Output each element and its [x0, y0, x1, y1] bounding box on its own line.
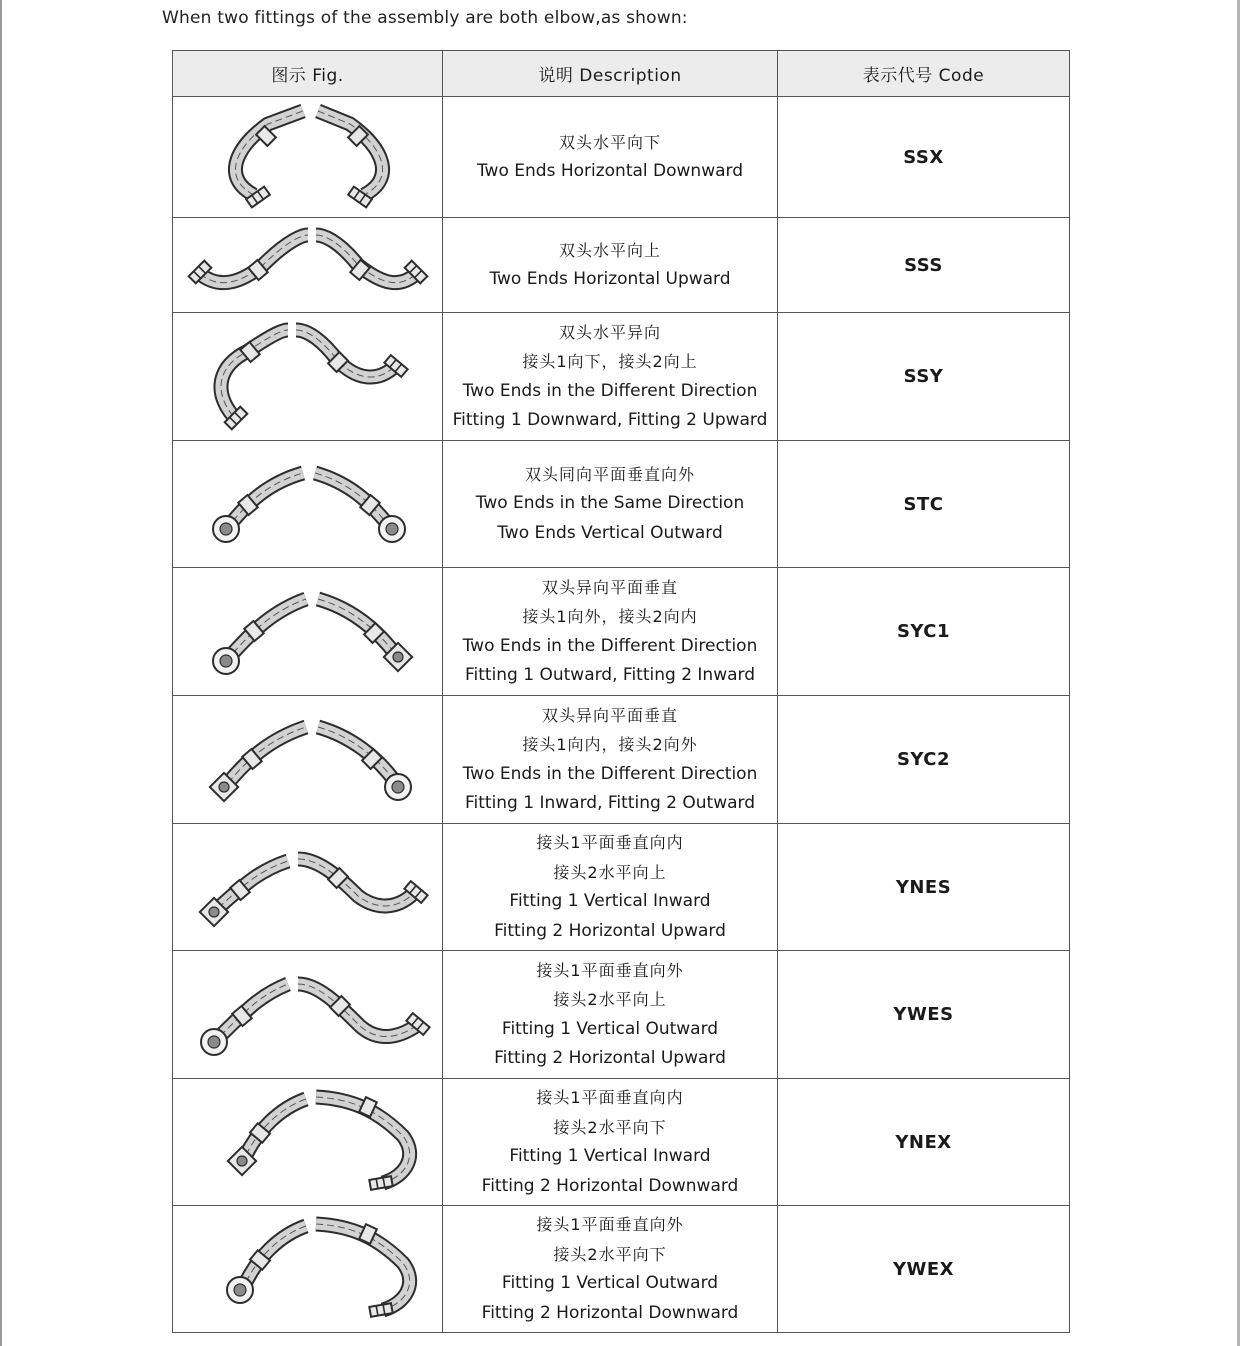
- table-row: [173, 1206, 1070, 1333]
- description-cell: [443, 696, 778, 824]
- description-line: Fitting 1 Inward, Fitting 2 Outward: [464, 793, 756, 813]
- description-line: 双头水平异向: [558, 322, 661, 342]
- description-line: Two Ends in the Different Direction: [462, 635, 758, 656]
- code-cell: STC: [778, 441, 1070, 568]
- elbow-pair-ynex-icon: [178, 1081, 438, 1203]
- header-fig: 图示 Fig.: [173, 51, 443, 97]
- description-line: Fitting 1 Vertical Inward: [509, 1146, 711, 1166]
- table-row: [173, 824, 1070, 951]
- table-row: [173, 568, 1070, 696]
- table-row: [173, 1079, 1070, 1206]
- description-line: 接头2水平向上: [553, 990, 667, 1009]
- elbow-pair-ywes-icon: [178, 954, 438, 1076]
- description-line: 双头异向平面垂直: [541, 577, 678, 597]
- description-line: 接头2水平向上: [553, 862, 667, 882]
- description-cell: [443, 568, 778, 696]
- description-cell: [443, 441, 778, 568]
- intro-text: When two fittings of the assembly are both elbow,as shown:: [162, 8, 688, 28]
- description-line: Fitting 1 Vertical Outward: [501, 1273, 719, 1293]
- code-cell: YNES: [778, 824, 1070, 951]
- header-description: 说明 Description: [443, 51, 778, 97]
- description-line: 双头水平向下: [558, 132, 661, 152]
- code-cell: YWEX: [778, 1206, 1070, 1333]
- header-code: 表示代号 Code: [778, 51, 1070, 97]
- table-row: [173, 441, 1070, 568]
- elbow-pair-stc-icon: [178, 443, 438, 565]
- description-line: 接头1平面垂直向内: [536, 1088, 684, 1107]
- description-line: Fitting 1 Vertical Outward: [501, 1018, 719, 1039]
- description-line: 接头1向下，接头2向上: [522, 352, 698, 371]
- table-row: [173, 951, 1070, 1079]
- description-cell: [443, 218, 778, 313]
- description-line: 接头2水平向下: [553, 1117, 667, 1137]
- description-line: Fitting 2 Horizontal Upward: [494, 920, 726, 941]
- description-line: 双头同向平面垂直向外: [524, 464, 695, 484]
- figure-cell: [173, 1079, 443, 1206]
- description-line: Fitting 2 Horizontal Upward: [494, 1048, 726, 1068]
- figure-cell: [173, 97, 443, 218]
- description-line: 接头1向内，接头2向外: [522, 735, 698, 754]
- description-line: Two Ends Horizontal Downward: [476, 161, 744, 181]
- description-cell: [443, 1206, 778, 1333]
- description-line: Fitting 2 Horizontal Downward: [481, 1175, 739, 1196]
- elbow-fitting-table: [172, 50, 1070, 1333]
- elbow-pair-ynes-icon: [178, 826, 438, 948]
- description-line: 接头1平面垂直向外: [536, 1215, 684, 1234]
- table-row: [173, 696, 1070, 824]
- description-line: Two Ends in the Different Direction: [462, 763, 758, 784]
- figure-cell: [173, 568, 443, 696]
- description-line: 接头1向外，接头2向内: [522, 607, 698, 626]
- figure-cell: [173, 1206, 443, 1333]
- figure-cell: [173, 951, 443, 1079]
- table-row: [173, 313, 1070, 441]
- description-line: 双头水平向上: [558, 240, 661, 260]
- description-line: Two Ends in the Different Direction: [462, 380, 758, 401]
- description-cell: [443, 951, 778, 1079]
- table-header-row: [173, 51, 1070, 97]
- description-line: Fitting 1 Vertical Inward: [509, 891, 711, 911]
- code-cell: YNEX: [778, 1079, 1070, 1206]
- page-left-border: [0, 0, 2, 1346]
- figure-cell: [173, 313, 443, 441]
- code-cell: SYC2: [778, 696, 1070, 824]
- description-line: Two Ends Horizontal Upward: [489, 269, 731, 289]
- code-cell: YWES: [778, 951, 1070, 1079]
- description-line: Fitting 2 Horizontal Downward: [481, 1302, 739, 1323]
- elbow-pair-ssy-icon: [178, 316, 438, 438]
- description-line: Fitting 1 Downward, Fitting 2 Upward: [452, 410, 768, 430]
- elbow-pair-ywex-icon: [178, 1208, 438, 1330]
- figure-cell: [173, 696, 443, 824]
- elbow-pair-ssx-icon: [178, 99, 438, 215]
- elbow-pair-syc1-icon: [178, 571, 438, 693]
- code-cell: SSS: [778, 218, 1070, 313]
- description-cell: [443, 824, 778, 951]
- description-cell: [443, 1079, 778, 1206]
- description-line: 双头异向平面垂直: [541, 705, 678, 725]
- table-row: [173, 97, 1070, 218]
- description-line: 接头2水平向下: [553, 1244, 667, 1264]
- elbow-pair-sss-icon: [178, 220, 438, 310]
- description-cell: [443, 97, 778, 218]
- description-line: Fitting 1 Outward, Fitting 2 Inward: [464, 665, 756, 685]
- description-cell: [443, 313, 778, 441]
- description-line: 接头1平面垂直向外: [536, 960, 684, 980]
- code-cell: SYC1: [778, 568, 1070, 696]
- code-cell: SSY: [778, 313, 1070, 441]
- figure-cell: [173, 218, 443, 313]
- description-line: 接头1平面垂直向内: [536, 833, 684, 852]
- figure-cell: [173, 441, 443, 568]
- figure-cell: [173, 824, 443, 951]
- description-line: Two Ends in the Same Direction: [475, 493, 745, 514]
- table-row: [173, 218, 1070, 313]
- description-line: Two Ends Vertical Outward: [497, 522, 723, 543]
- code-cell: SSX: [778, 97, 1070, 218]
- elbow-pair-syc2-icon: [178, 699, 438, 821]
